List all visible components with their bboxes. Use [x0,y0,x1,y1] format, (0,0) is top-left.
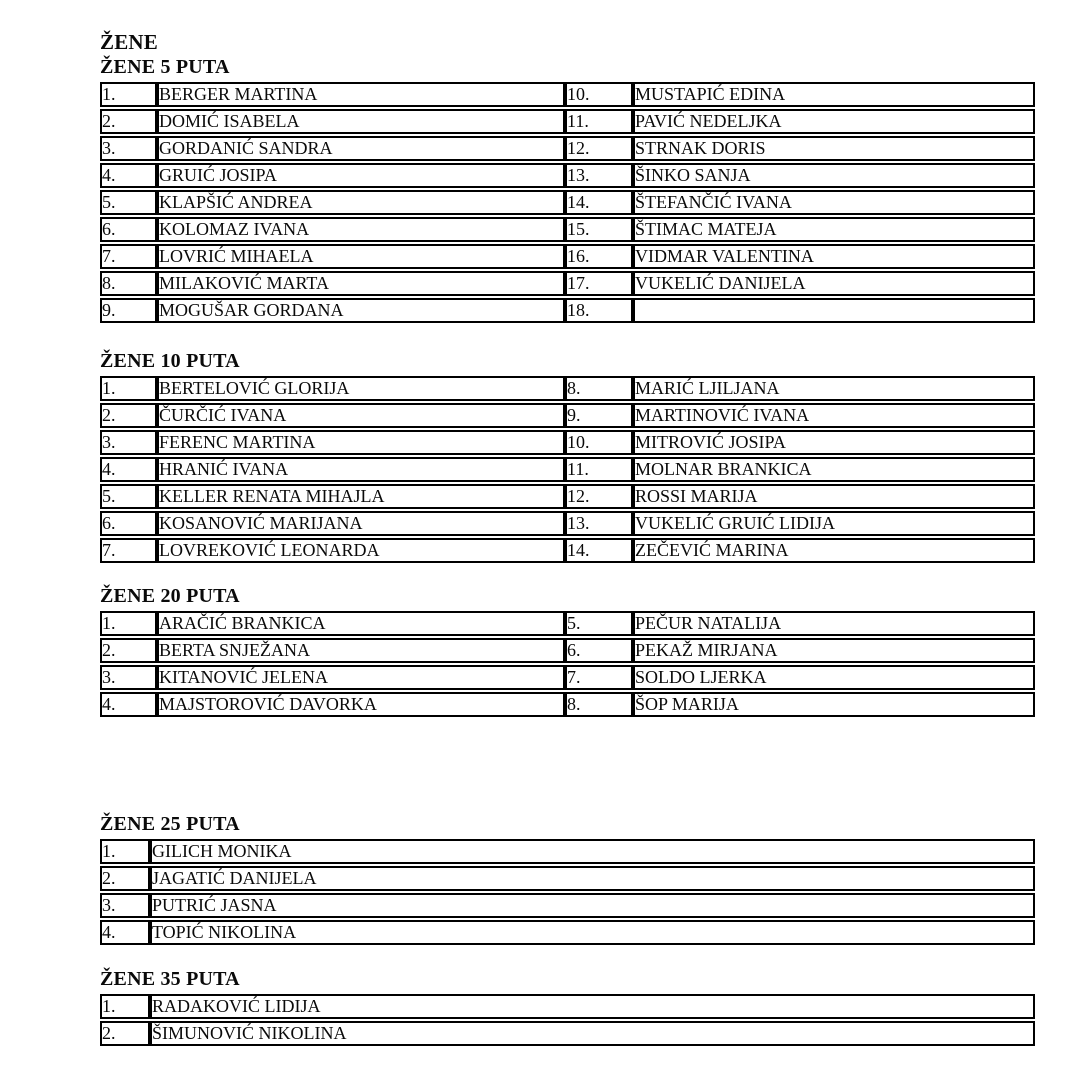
rank-cell: 2. [100,109,157,134]
name-cell: DOMIĆ ISABELA [157,109,565,134]
rank-cell: 15. [565,217,633,242]
name-cell: HRANIĆ IVANA [157,457,565,482]
rank-cell: 18. [565,298,633,323]
name-cell: ŠTEFANČIĆ IVANA [633,190,1035,215]
section-heading-zene-20-puta: ŽENE 20 PUTA [100,585,240,607]
rank-cell: 2. [100,638,157,663]
table-row [100,163,1035,188]
section-heading-zene-25-puta: ŽENE 25 PUTA [100,813,240,835]
table-row [100,1021,1035,1046]
rank-cell: 11. [565,457,633,482]
table-row [100,190,1035,215]
rank-cell: 1. [100,82,157,107]
name-cell: VUKELIĆ DANIJELA [633,271,1035,296]
rank-cell: 2. [100,1021,150,1046]
name-cell: GILICH MONIKA [150,839,1035,864]
section-heading-zene-10-puta: ŽENE 10 PUTA [100,350,240,372]
rank-cell: 8. [565,376,633,401]
rank-cell: 9. [100,298,157,323]
table-row [100,403,1035,428]
name-cell: MUSTAPIĆ EDINA [633,82,1035,107]
name-cell: ARAČIĆ BRANKICA [157,611,565,636]
rank-cell: 10. [565,82,633,107]
rank-cell: 5. [100,484,157,509]
rank-cell: 1. [100,839,150,864]
table-row [100,271,1035,296]
table-row [100,866,1035,891]
rank-cell: 12. [565,484,633,509]
table-row [100,430,1035,455]
table-row [100,82,1035,107]
name-cell: PAVIĆ NEDELJKA [633,109,1035,134]
rank-cell: 3. [100,136,157,161]
name-cell: LOVRIĆ MIHAELA [157,244,565,269]
rank-cell: 6. [565,638,633,663]
rank-cell: 12. [565,136,633,161]
table-zene-5-puta [100,80,1035,325]
table-row [100,538,1035,563]
table-row [100,298,1035,323]
rank-cell: 11. [565,109,633,134]
rank-cell: 8. [565,692,633,717]
rank-cell: 4. [100,457,157,482]
rank-cell: 14. [565,538,633,563]
rank-cell: 1. [100,611,157,636]
table-row [100,665,1035,690]
name-cell: KITANOVIĆ JELENA [157,665,565,690]
rank-cell: 4. [100,692,157,717]
name-cell [633,298,1035,323]
rank-cell: 10. [565,430,633,455]
name-cell: RADAKOVIĆ LIDIJA [150,994,1035,1019]
table-row [100,839,1035,864]
name-cell: GORDANIĆ SANDRA [157,136,565,161]
section-heading-zene-35-puta: ŽENE 35 PUTA [100,968,240,990]
name-cell: MARIĆ LJILJANA [633,376,1035,401]
table-row [100,457,1035,482]
name-cell: SOLDO LJERKA [633,665,1035,690]
table-row [100,484,1035,509]
name-cell: MOGUŠAR GORDANA [157,298,565,323]
name-cell: LOVREKOVIĆ LEONARDA [157,538,565,563]
rank-cell: 8. [100,271,157,296]
name-cell: KLAPŠIĆ ANDREA [157,190,565,215]
table-zene-35-puta [100,992,1035,1048]
rank-cell: 6. [100,217,157,242]
section-heading-zene-5-puta: ŽENE 5 PUTA [100,56,230,78]
rank-cell: 2. [100,866,150,891]
name-cell: PEČUR NATALIJA [633,611,1035,636]
table-row [100,920,1035,945]
table-row [100,994,1035,1019]
name-cell: ŠIMUNOVIĆ NIKOLINA [150,1021,1035,1046]
table-row [100,244,1035,269]
rank-cell: 1. [100,994,150,1019]
rank-cell: 13. [565,163,633,188]
rank-cell: 3. [100,665,157,690]
name-cell: BERTELOVIĆ GLORIJA [157,376,565,401]
name-cell: JAGATIĆ DANIJELA [150,866,1035,891]
name-cell: ZEČEVIĆ MARINA [633,538,1035,563]
name-cell: VIDMAR VALENTINA [633,244,1035,269]
table-row [100,611,1035,636]
rank-cell: 14. [565,190,633,215]
document-title: ŽENE [100,30,158,54]
name-cell: TOPIĆ NIKOLINA [150,920,1035,945]
table-zene-20-puta [100,609,1035,719]
name-cell: MAJSTOROVIĆ DAVORKA [157,692,565,717]
rank-cell: 5. [565,611,633,636]
name-cell: GRUIĆ JOSIPA [157,163,565,188]
name-cell: MOLNAR BRANKICA [633,457,1035,482]
table-row [100,893,1035,918]
name-cell: ČURČIĆ IVANA [157,403,565,428]
rank-cell: 7. [100,244,157,269]
rank-cell: 13. [565,511,633,536]
name-cell: ROSSI MARIJA [633,484,1035,509]
rank-cell: 5. [100,190,157,215]
name-cell: MARTINOVIĆ IVANA [633,403,1035,428]
name-cell: VUKELIĆ GRUIĆ LIDIJA [633,511,1035,536]
rank-cell: 16. [565,244,633,269]
name-cell: MITROVIĆ JOSIPA [633,430,1035,455]
name-cell: ŠOP MARIJA [633,692,1035,717]
table-zene-10-puta [100,374,1035,565]
rank-cell: 2. [100,403,157,428]
table-row [100,692,1035,717]
name-cell: ŠINKO SANJA [633,163,1035,188]
table-row [100,638,1035,663]
name-cell: BERTA SNJEŽANA [157,638,565,663]
name-cell: KOSANOVIĆ MARIJANA [157,511,565,536]
rank-cell: 4. [100,163,157,188]
table-row [100,217,1035,242]
rank-cell: 1. [100,376,157,401]
table-row [100,511,1035,536]
name-cell: KELLER RENATA MIHAJLA [157,484,565,509]
name-cell: BERGER MARTINA [157,82,565,107]
name-cell: FERENC MARTINA [157,430,565,455]
table-zene-25-puta [100,837,1035,947]
name-cell: STRNAK DORIS [633,136,1035,161]
name-cell: PUTRIĆ JASNA [150,893,1035,918]
rank-cell: 17. [565,271,633,296]
rank-cell: 7. [100,538,157,563]
table-row [100,376,1035,401]
rank-cell: 6. [100,511,157,536]
name-cell: KOLOMAZ IVANA [157,217,565,242]
name-cell: ŠTIMAC MATEJA [633,217,1035,242]
rank-cell: 7. [565,665,633,690]
name-cell: MILAKOVIĆ MARTA [157,271,565,296]
name-cell: PEKAŽ MIRJANA [633,638,1035,663]
table-row [100,136,1035,161]
table-row [100,109,1035,134]
rank-cell: 3. [100,430,157,455]
rank-cell: 4. [100,920,150,945]
rank-cell: 9. [565,403,633,428]
rank-cell: 3. [100,893,150,918]
